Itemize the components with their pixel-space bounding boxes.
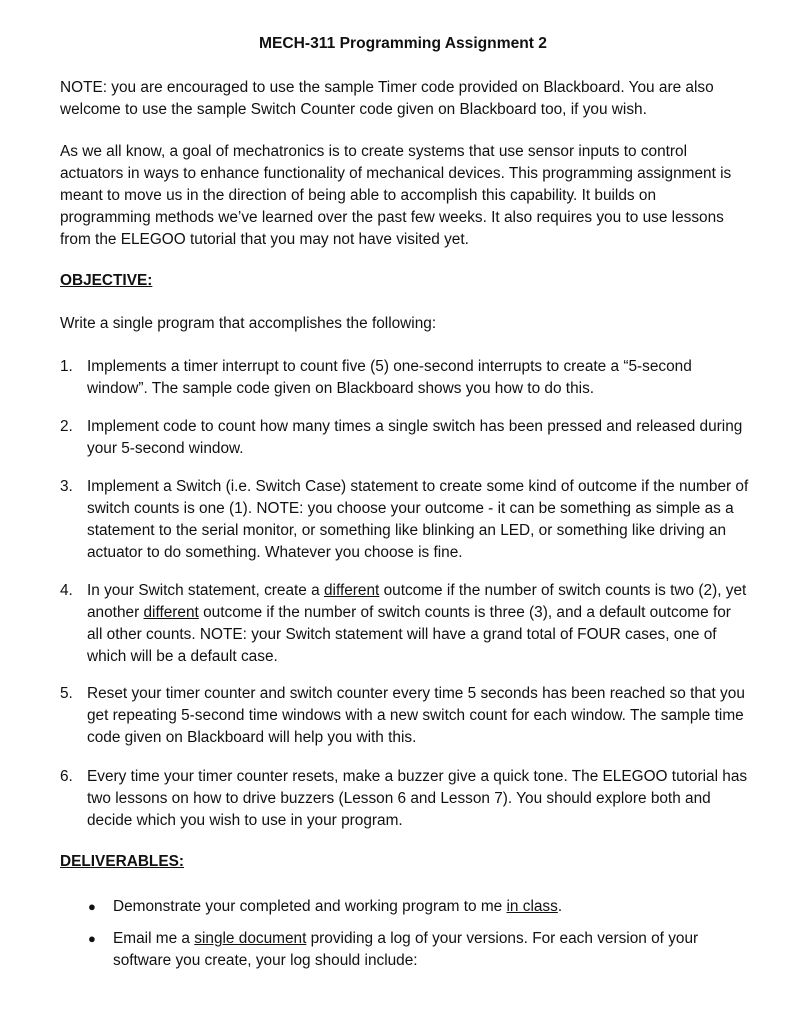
bullet-text [113, 928, 748, 972]
list-number: 2. [60, 418, 73, 435]
list-text [87, 580, 750, 668]
underlined-word: different [323, 582, 380, 599]
objective-heading: OBJECTIVE: [60, 272, 153, 289]
bullet-text [113, 896, 748, 918]
intro-paragraph: As we all know, a goal of mechatronics is to create systems that use sensor inputs to control actuators in ways to enhance functionality of mechanical devices. This programming assignment is meant to move us in the direction of being able to accomplish this capability. It builds on programming methods we’ve learned over the past few weeks. It also requires you to use lessons from the ELEGOO tutorial that you may not have visited yet. [60, 143, 732, 248]
bullet-text-part: Demonstrate your completed and working program to me [113, 898, 507, 915]
bullet-item-1 [88, 896, 748, 918]
bullet-icon: ● [88, 899, 96, 914]
underlined-phrase: in class [506, 898, 558, 915]
bullet-text-part: . [557, 898, 563, 915]
list-item-4 [60, 580, 750, 668]
list-text: Implements a timer interrupt to count five (5) one-second interrupts to create a “5-second window”. The sample code given on Blackboard shows you how to do this. [87, 358, 692, 397]
underlined-word: different [143, 604, 199, 621]
list-text-part: outcome if the number of switch counts is two (2), yet another [87, 582, 747, 621]
list-number: 5. [60, 685, 73, 702]
bullet-item-2 [88, 928, 748, 972]
underlined-phrase: single document [194, 930, 307, 947]
bullet-icon: ● [88, 931, 96, 946]
list-item-1 [60, 356, 750, 400]
deliverables-heading: DELIVERABLES: [60, 853, 184, 870]
list-text-part: outcome if the number of switch counts is three (3), and a default outcome for all other counts. NOTE: your Switch statement will have a grand total of FOUR cases, one of which will be a default case. [87, 604, 731, 665]
list-number: 1. [60, 358, 73, 375]
list-text: Every time your timer counter resets, make a buzzer give a quick tone. The ELEGOO tutorial has two lessons on how to drive buzzers (Lesson 6 and Lesson 7). You should explore both and decide which you wish to use in your program. [87, 768, 748, 829]
list-number: 3. [60, 478, 73, 495]
list-item-2 [60, 416, 750, 460]
list-text-part: In your Switch statement, create a [87, 582, 324, 599]
objective-lead: Write a single program that accomplishes the following: [60, 315, 437, 332]
list-number: 4. [60, 582, 73, 599]
note-paragraph: NOTE: you are encouraged to use the sample Timer code provided on Blackboard. You are also welcome to use the sample Switch Counter code given on Blackboard too, if you wish. [60, 79, 714, 118]
document-title: MECH-311 Programming Assignment 2 [259, 35, 547, 52]
list-item-5 [60, 683, 750, 749]
bullet-text-part: Email me a [113, 930, 195, 947]
list-number: 6. [60, 768, 73, 785]
bullet-text-part: providing a log of your versions. For each version of your software you create, your log should include: [113, 930, 699, 969]
list-text: Implement a Switch (i.e. Switch Case) statement to create some kind of outcome if the number of switch counts is one (1). NOTE: you choose your outcome - it can be something as simple as a statement to the serial monitor, or something like blinking an LED, or something like driving an actuator to do something. Whatever you choose is fine. [87, 478, 749, 561]
list-item-3 [60, 476, 750, 564]
list-text: Reset your timer counter and switch counter every time 5 seconds has been reached so that you get repeating 5-second time windows with a new switch count for each window. The sample time code given on Blackboard will help you with this. [87, 685, 745, 746]
list-text: Implement code to count how many times a single switch has been pressed and released during your 5-second window. [87, 418, 743, 457]
list-item-6 [60, 766, 750, 832]
